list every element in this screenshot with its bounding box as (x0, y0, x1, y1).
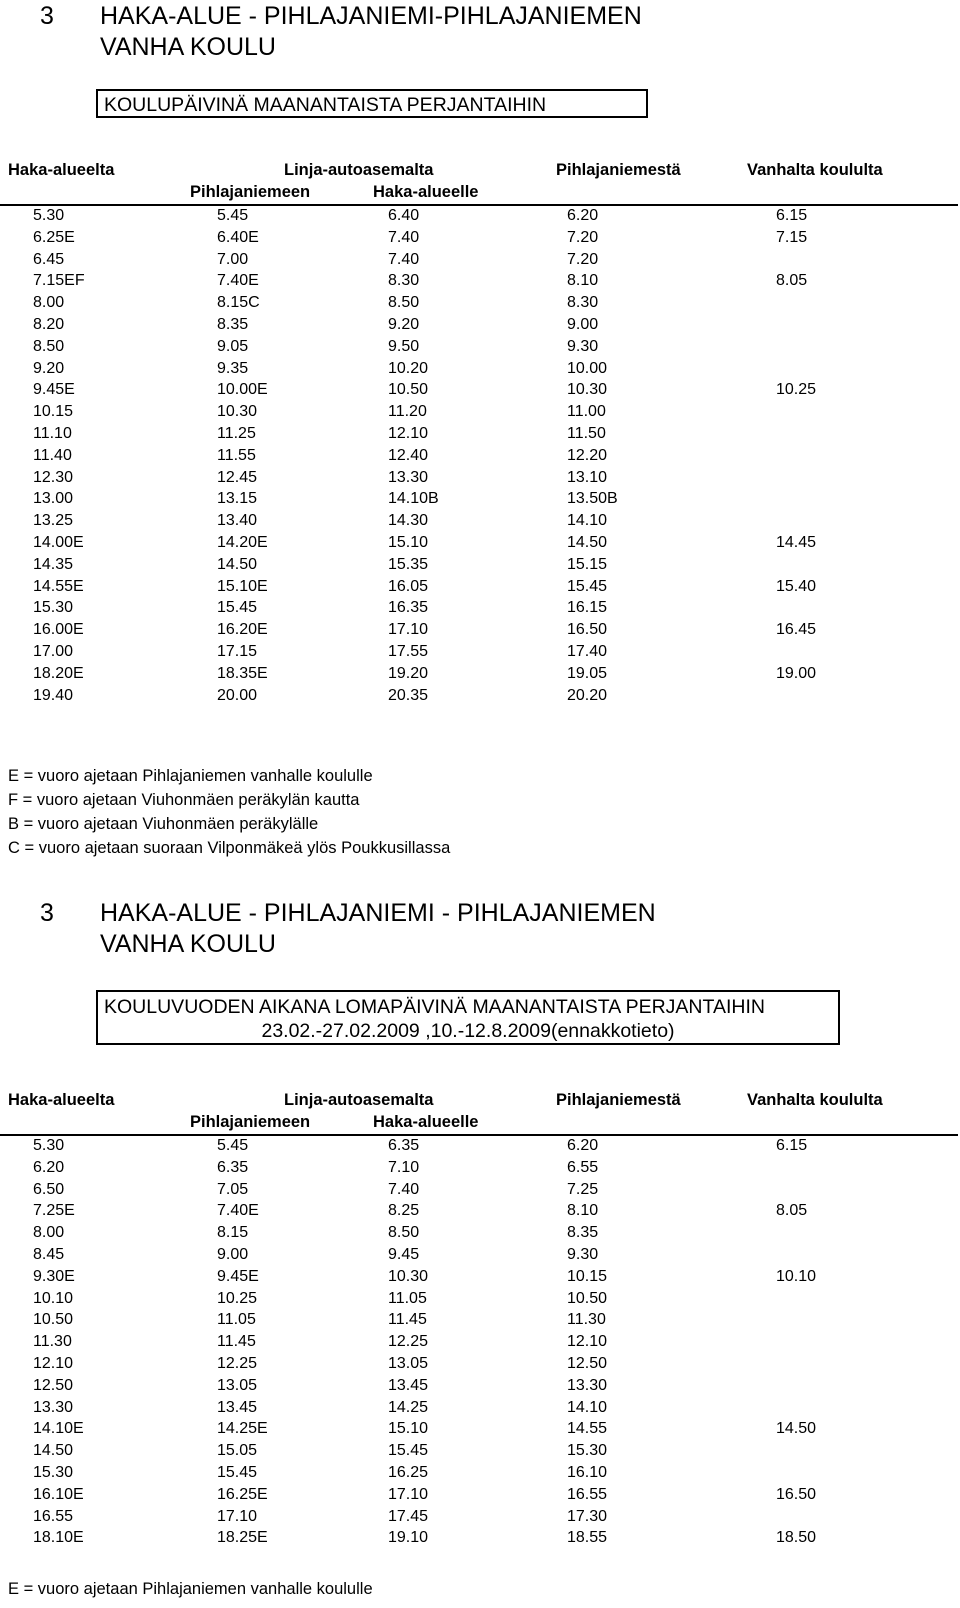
timetable-cell: 7.40 (388, 250, 420, 268)
legend-e-2: E = vuoro ajetaan Pihlajaniemen vanhalle koululle (8, 1580, 373, 1598)
timetable-cell: 8.45 (33, 1246, 65, 1263)
timetable-cell: 10.50 (567, 1289, 608, 1307)
timetable-cell: 10.50 (33, 1311, 74, 1329)
timetable-cell: 6.45 (33, 250, 65, 268)
timetable-cell: 11.00 (567, 403, 606, 421)
timetable-cell: 12.10 (567, 1333, 608, 1351)
timetable-cell: 8.15C (217, 294, 260, 312)
timetable-cell: 8.00 (33, 294, 65, 312)
timetable-cell: 9.00 (217, 1246, 249, 1263)
timetable-cell: 8.20 (33, 316, 65, 333)
timetable-cell: 6.35 (217, 1158, 249, 1176)
timetable-cell: 7.05 (217, 1180, 249, 1198)
timetable-cell: 9.35 (217, 359, 249, 377)
timetable-cell: 8.30 (388, 272, 420, 290)
timetable-cell: 10.25 (217, 1289, 258, 1307)
timetable-cell: 19.20 (388, 664, 429, 682)
timetable-cell: 13.30 (33, 1398, 74, 1416)
timetable-cell: 16.10 (567, 1464, 608, 1481)
timetable-cell: 9.30 (567, 337, 599, 355)
timetable-cell: 13.10 (567, 468, 608, 486)
section1-title-line1: HAKA-ALUE - PIHLAJANIEMI-PIHLAJANIEMEN (100, 2, 642, 30)
timetable-cell: 12.20 (567, 446, 608, 464)
timetable-cell: 10.15 (567, 1267, 608, 1285)
timetable-cell: 9.45E (217, 1267, 259, 1285)
timetable-cell: 6.40 (388, 207, 420, 224)
timetable-cell: 18.35E (217, 664, 268, 682)
timetable-cell: 9.20 (388, 316, 420, 333)
timetable-cell: 8.35 (567, 1224, 599, 1242)
timetable-cell: 17.45 (388, 1507, 429, 1525)
timetable-cell: 11.25 (217, 425, 256, 442)
timetable-cell: 5.30 (33, 207, 65, 224)
timetable-cell: 15.05 (217, 1442, 258, 1460)
section2-subheader-pihlajaniemeen: Pihlajaniemeen (190, 1113, 311, 1131)
timetable-cell: 8.10 (567, 272, 599, 290)
timetable-cell: 14.20E (217, 534, 268, 551)
timetable-cell: 16.10E (33, 1485, 84, 1503)
timetable-cell: 11.30 (33, 1333, 72, 1351)
timetable-cell: 7.40 (388, 1180, 420, 1198)
timetable-cell: 7.00 (217, 250, 249, 268)
timetable-cell: 12.25 (217, 1355, 258, 1372)
timetable-cell: 17.10 (388, 1485, 429, 1503)
timetable-cell: 10.00E (217, 381, 268, 399)
section2-header-rule (0, 1134, 958, 1136)
timetable-cell: 15.35 (388, 555, 429, 573)
timetable-cell: 17.00 (33, 643, 74, 660)
timetable-cell: 14.50 (776, 1420, 817, 1438)
timetable-cell: 14.50 (567, 534, 608, 551)
timetable-cell: 14.10 (567, 512, 608, 530)
timetable-cell: 11.45 (388, 1311, 427, 1329)
timetable-cell: 16.20E (217, 621, 268, 639)
section2-title-line1: HAKA-ALUE - PIHLAJANIEMI - PIHLAJANIEMEN (100, 899, 656, 927)
timetable-cell: 18.20E (33, 664, 84, 682)
timetable-cell: 20.00 (217, 686, 258, 704)
timetable-cell: 8.00 (33, 1224, 65, 1242)
timetable-cell: 13.00 (33, 490, 74, 508)
timetable-cell: 19.00 (776, 664, 817, 682)
timetable-cell: 15.45 (217, 599, 258, 617)
section2-schedule-box (96, 990, 840, 1045)
timetable-cell: 18.25E (217, 1529, 268, 1547)
timetable-cell: 14.10E (33, 1420, 84, 1438)
timetable-cell: 8.30 (567, 294, 599, 312)
timetable-cell: 14.55 (567, 1420, 608, 1438)
section1-header-haka: Haka-alueelta (8, 161, 115, 179)
timetable-cell: 7.20 (567, 228, 599, 246)
timetable-cell: 14.50 (33, 1442, 74, 1460)
section1-subheader-pihlajaniemeen: Pihlajaniemeen (190, 183, 311, 201)
timetable-cell: 13.05 (217, 1376, 258, 1394)
timetable-cell: 17.10 (217, 1507, 258, 1525)
timetable-cell: 14.10B (388, 490, 439, 508)
timetable-cell: 6.25E (33, 228, 75, 246)
timetable-cell: 8.25 (388, 1202, 420, 1220)
timetable-cell: 7.40 (388, 228, 420, 246)
timetable-cell: 5.45 (217, 1137, 249, 1154)
timetable-cell: 16.50 (776, 1485, 817, 1503)
timetable-cell: 13.30 (567, 1376, 608, 1394)
section2-title (40, 897, 940, 963)
timetable-cell: 9.30E (33, 1267, 75, 1285)
section1-title-line2: VANHA KOULU (100, 33, 276, 61)
timetable-cell: 11.55 (217, 446, 256, 464)
timetable-cell: 10.15 (33, 403, 74, 421)
timetable-cell: 8.10 (567, 1202, 599, 1220)
timetable-cell: 11.45 (217, 1333, 256, 1351)
timetable-cell: 8.50 (388, 294, 420, 312)
timetable-cell: 9.00 (567, 316, 599, 333)
timetable-cell: 12.45 (217, 468, 258, 486)
section2-number: 3 (40, 899, 54, 927)
timetable-cell: 7.15EF (33, 272, 85, 290)
timetable-cell: 7.10 (388, 1158, 420, 1176)
timetable-cell: 9.45E (33, 381, 75, 399)
timetable-cell: 11.50 (567, 425, 606, 442)
legend-f: F = vuoro ajetaan Viuhonmäen peräkylän kautta (8, 791, 360, 809)
timetable-cell: 8.15 (217, 1224, 249, 1242)
timetable-cell: 16.15 (567, 599, 608, 617)
timetable-cell: 7.40E (217, 1202, 259, 1220)
timetable-cell: 6.15 (776, 207, 808, 224)
timetable-cell: 8.35 (217, 316, 249, 333)
timetable-cell: 12.50 (567, 1355, 608, 1372)
timetable-cell: 7.20 (567, 250, 599, 268)
timetable-cell: 13.05 (388, 1355, 429, 1372)
section2-title-line2: VANHA KOULU (100, 930, 276, 958)
timetable-cell: 15.30 (33, 599, 74, 617)
timetable-cell: 11.05 (388, 1289, 427, 1307)
section1-title (40, 0, 940, 66)
timetable-cell: 6.50 (33, 1180, 65, 1198)
section2-box-text-line1: KOULUVUODEN AIKANA LOMAPÄIVINÄ MAANANTAISTA PERJANTAIHIN (104, 996, 765, 1018)
timetable-cell: 11.10 (33, 425, 72, 442)
timetable-cell: 6.40E (217, 228, 259, 246)
timetable-cell: 20.20 (567, 686, 608, 704)
timetable-cell: 9.45 (388, 1246, 420, 1263)
timetable-cell: 10.00 (567, 359, 608, 377)
section1-number: 3 (40, 2, 54, 30)
timetable-cell: 13.45 (388, 1376, 429, 1394)
timetable-cell: 13.50B (567, 490, 618, 508)
timetable-cell: 16.50 (567, 621, 608, 639)
timetable-cell: 12.10 (388, 425, 429, 442)
timetable-cell: 9.05 (217, 337, 249, 355)
timetable-cell: 14.30 (388, 512, 429, 530)
section2-subheader-haka-alueelle: Haka-alueelle (373, 1113, 479, 1131)
timetable-cell: 6.20 (567, 207, 599, 224)
timetable-cell: 14.10 (567, 1398, 608, 1416)
timetable-cell: 8.50 (33, 337, 65, 355)
timetable-cell: 14.25 (388, 1398, 429, 1416)
timetable-cell: 11.40 (33, 446, 72, 464)
timetable-cell: 7.15 (776, 228, 808, 246)
timetable-cell: 15.45 (217, 1464, 258, 1481)
timetable-cell: 14.25E (217, 1420, 268, 1438)
timetable-cell: 15.15 (567, 555, 608, 573)
timetable-cell: 15.10E (217, 577, 268, 595)
timetable-cell: 18.55 (567, 1529, 608, 1547)
timetable-cell: 5.30 (33, 1137, 65, 1154)
timetable-cell: 6.20 (33, 1158, 65, 1176)
section1-schedule-box (96, 89, 648, 118)
timetable-cell: 17.55 (388, 643, 429, 660)
timetable-cell: 16.55 (33, 1507, 74, 1525)
timetable-cell: 10.25 (776, 381, 817, 399)
timetable-cell: 12.50 (33, 1376, 74, 1394)
timetable-cell: 7.40E (217, 272, 259, 290)
section1-subheader-haka-alueelle: Haka-alueelle (373, 183, 479, 201)
timetable-cell: 19.05 (567, 664, 608, 682)
timetable-cell: 18.50 (776, 1529, 817, 1547)
section2-header-haka: Haka-alueelta (8, 1091, 115, 1109)
legend-e: E = vuoro ajetaan Pihlajaniemen vanhalle koululle (8, 767, 373, 785)
section1-box-text: KOULUPÄIVINÄ MAANANTAISTA PERJANTAIHIN (104, 94, 547, 116)
timetable-cell: 12.30 (33, 468, 74, 486)
timetable-cell: 19.40 (33, 686, 74, 704)
timetable-cell: 16.35 (388, 599, 429, 617)
timetable-cell: 9.20 (33, 359, 65, 377)
timetable-cell: 15.30 (567, 1442, 608, 1460)
timetable-cell: 5.45 (217, 207, 249, 224)
timetable-cell: 15.10 (388, 534, 429, 551)
timetable-cell: 9.30 (567, 1246, 599, 1263)
timetable-cell: 8.05 (776, 272, 808, 290)
timetable-cell: 16.45 (776, 621, 817, 639)
timetable-cell: 6.15 (776, 1137, 808, 1154)
timetable-cell: 7.25 (567, 1180, 599, 1198)
timetable-cell: 10.10 (776, 1267, 817, 1285)
timetable-cell: 15.30 (33, 1464, 74, 1481)
section2-header-linja: Linja-autoasemalta (284, 1091, 434, 1109)
section2-header-pihlajaniemesta: Pihlajaniemestä (556, 1091, 681, 1109)
timetable-cell: 8.05 (776, 1202, 808, 1220)
timetable-cell: 17.15 (217, 643, 258, 660)
timetable-cell: 11.20 (388, 403, 427, 421)
timetable-cell: 12.25 (388, 1333, 429, 1351)
timetable-cell: 16.00E (33, 621, 84, 639)
timetable-cell: 10.50 (388, 381, 429, 399)
section1-header-pihlajaniemesta: Pihlajaniemestä (556, 161, 681, 179)
timetable-cell: 13.40 (217, 512, 258, 530)
timetable-cell: 17.10 (388, 621, 429, 639)
timetable-cell: 12.40 (388, 446, 429, 464)
timetable-cell: 14.00E (33, 534, 84, 551)
timetable-cell: 14.50 (217, 555, 258, 573)
timetable-cell: 15.45 (388, 1442, 429, 1460)
timetable-cell: 18.10E (33, 1529, 84, 1547)
timetable-cell: 15.40 (776, 577, 817, 595)
legend-b: B = vuoro ajetaan Viuhonmäen peräkylälle (8, 815, 319, 833)
timetable-cell: 10.30 (217, 403, 258, 421)
timetable-cell: 6.35 (388, 1137, 420, 1154)
timetable-cell: 20.35 (388, 686, 429, 704)
timetable-cell: 13.25 (33, 512, 74, 530)
timetable-cell: 6.20 (567, 1137, 599, 1154)
timetable-cell: 7.25E (33, 1202, 75, 1220)
timetable-cell: 9.50 (388, 337, 420, 355)
timetable-cell: 11.30 (567, 1311, 606, 1329)
section1-header-linja: Linja-autoasemalta (284, 161, 434, 179)
timetable-cell: 10.30 (388, 1267, 429, 1285)
timetable-cell: 16.25 (388, 1464, 429, 1481)
timetable-cell: 10.20 (388, 359, 429, 377)
timetable-cell: 12.10 (33, 1355, 74, 1372)
timetable-cell: 14.55E (33, 577, 84, 595)
section2-box-text-line2: 23.02.-27.02.2009 ,10.-12.8.2009(ennakkotieto) (261, 1020, 675, 1042)
timetable-cell: 17.30 (567, 1507, 608, 1525)
timetable-cell: 15.45 (567, 577, 608, 595)
timetable-cell: 8.50 (388, 1224, 420, 1242)
timetable-cell: 10.10 (33, 1289, 74, 1307)
timetable-cell: 6.55 (567, 1158, 599, 1176)
timetable-cell: 15.10 (388, 1420, 429, 1438)
section2-header-vanhalta: Vanhalta koululta (747, 1091, 883, 1109)
legend-c: C = vuoro ajetaan suoraan Vilponmäkeä ylös Poukkusillassa (8, 839, 451, 857)
timetable-cell: 14.35 (33, 555, 74, 573)
timetable-cell: 11.05 (217, 1311, 256, 1329)
timetable-cell: 19.10 (388, 1529, 429, 1547)
timetable-cell: 14.45 (776, 534, 817, 551)
timetable-cell: 13.30 (388, 468, 429, 486)
section1-header-rule (0, 204, 958, 206)
section1-header-vanhalta: Vanhalta koululta (747, 161, 883, 179)
timetable-cell: 16.55 (567, 1485, 608, 1503)
timetable-cell: 16.25E (217, 1485, 268, 1503)
timetable-cell: 13.15 (217, 490, 258, 508)
timetable-cell: 16.05 (388, 577, 429, 595)
timetable-cell: 13.45 (217, 1398, 258, 1416)
timetable-cell: 17.40 (567, 643, 608, 660)
timetable-cell: 10.30 (567, 381, 608, 399)
